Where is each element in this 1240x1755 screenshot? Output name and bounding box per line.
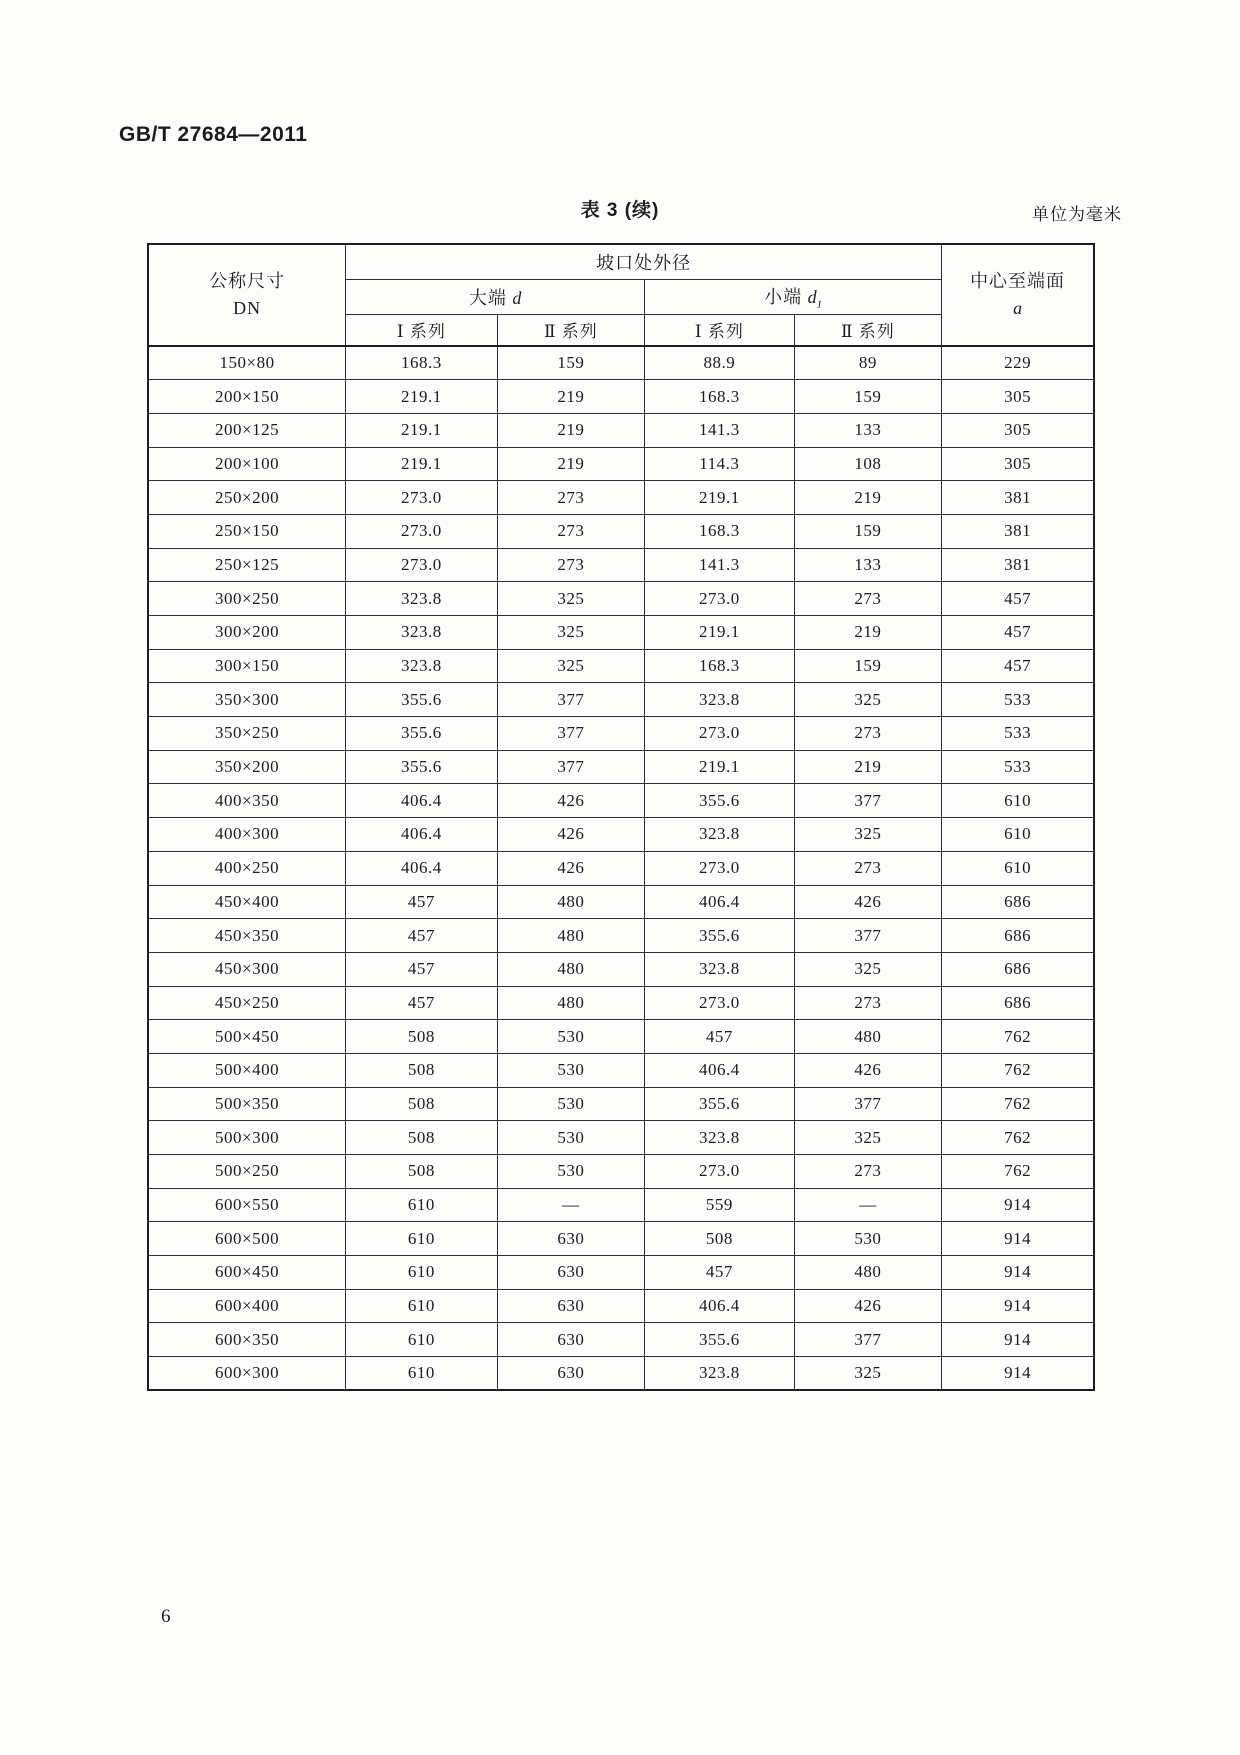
value-cell: 325: [794, 683, 942, 717]
value-cell: 273: [794, 717, 942, 751]
value-cell: 355.6: [346, 683, 497, 717]
value-cell: 323.8: [645, 1357, 794, 1391]
value-cell: 219.1: [645, 481, 794, 515]
dn-cell: 200×100: [148, 447, 346, 481]
value-cell: 168.3: [645, 649, 794, 683]
value-cell: 381: [942, 514, 1094, 548]
header-small-end: [645, 279, 942, 314]
table-row: [148, 683, 1094, 717]
value-cell: 108: [794, 447, 942, 481]
table-row: [148, 1087, 1094, 1121]
value-cell: 530: [497, 1121, 645, 1155]
value-cell: 630: [497, 1357, 645, 1391]
header-center-to-face-label: 中心至端面: [970, 271, 1066, 291]
value-cell: 686: [942, 952, 1094, 986]
value-cell: 686: [942, 986, 1094, 1020]
value-cell: 219.1: [645, 750, 794, 784]
table-row: [148, 514, 1094, 548]
table-row: [148, 885, 1094, 919]
value-cell: 273: [497, 548, 645, 582]
value-cell: 508: [346, 1155, 497, 1189]
dn-cell: 300×150: [148, 649, 346, 683]
value-cell: 323.8: [645, 952, 794, 986]
header-large-end-label: 大端: [468, 287, 507, 308]
value-cell: 914: [942, 1323, 1094, 1357]
value-cell: 168.3: [645, 514, 794, 548]
value-cell: 480: [794, 1256, 942, 1290]
value-cell: 219.1: [346, 447, 497, 481]
dn-cell: 600×450: [148, 1256, 346, 1290]
value-cell: 426: [497, 851, 645, 885]
value-cell: 141.3: [645, 548, 794, 582]
table-row: [148, 1289, 1094, 1323]
value-cell: 219: [497, 447, 645, 481]
value-cell: 610: [942, 784, 1094, 818]
table-row: [148, 1256, 1094, 1290]
table-row: [148, 952, 1094, 986]
value-cell: 219: [497, 413, 645, 447]
value-cell: 426: [794, 1289, 942, 1323]
value-cell: 559: [645, 1188, 794, 1222]
unit-note: 单位为毫米: [1032, 205, 1122, 224]
table-row: [148, 1053, 1094, 1087]
dn-cell: 400×250: [148, 851, 346, 885]
dn-cell: 600×550: [148, 1188, 346, 1222]
table-row: [148, 346, 1094, 380]
value-cell: 533: [942, 750, 1094, 784]
value-cell: 159: [794, 380, 942, 414]
value-cell: 273.0: [645, 986, 794, 1020]
value-cell: 914: [942, 1256, 1094, 1290]
value-cell: 377: [497, 683, 645, 717]
value-cell: 355.6: [346, 717, 497, 751]
table-row: [148, 1020, 1094, 1054]
table-row: [148, 582, 1094, 616]
header-large-end: [346, 279, 645, 314]
table-row: [148, 919, 1094, 953]
value-cell: 610: [346, 1289, 497, 1323]
value-cell: 273.0: [645, 582, 794, 616]
header-nominal-size-sub: DN: [233, 298, 262, 318]
page-number: 6: [161, 1606, 171, 1627]
header-series-ii-small: Ⅱ 系列: [794, 314, 942, 346]
value-cell: 219.1: [346, 413, 497, 447]
value-cell: 355.6: [645, 1323, 794, 1357]
header-nominal-size: [148, 244, 346, 346]
table-row: [148, 481, 1094, 515]
value-cell: 273.0: [645, 1155, 794, 1189]
header-series-ii-large: Ⅱ 系列: [497, 314, 645, 346]
value-cell: 159: [794, 514, 942, 548]
table-title: 表 3 (续): [580, 200, 660, 221]
dn-cell: 350×250: [148, 717, 346, 751]
table-row: [148, 717, 1094, 751]
value-cell: 133: [794, 413, 942, 447]
dn-cell: 300×200: [148, 616, 346, 650]
value-cell: 377: [497, 750, 645, 784]
header-series-i-small: Ⅰ 系列: [645, 314, 794, 346]
value-cell: 610: [346, 1357, 497, 1391]
value-cell: 508: [346, 1053, 497, 1087]
value-cell: 508: [346, 1087, 497, 1121]
value-cell: 273: [794, 582, 942, 616]
value-cell: 355.6: [645, 784, 794, 818]
header-large-end-var: d: [512, 287, 522, 308]
value-cell: 273.0: [346, 548, 497, 582]
value-cell: 323.8: [346, 649, 497, 683]
value-cell: 89: [794, 346, 942, 380]
value-cell: 273.0: [346, 481, 497, 515]
header-small-end-subscript: 1: [816, 298, 823, 311]
value-cell: 630: [497, 1289, 645, 1323]
dn-cell: 450×350: [148, 919, 346, 953]
value-cell: 381: [942, 548, 1094, 582]
value-cell: 508: [645, 1222, 794, 1256]
value-cell: 219: [794, 616, 942, 650]
value-cell: 426: [794, 1053, 942, 1087]
value-cell: 305: [942, 380, 1094, 414]
dn-cell: 300×250: [148, 582, 346, 616]
value-cell: 426: [497, 784, 645, 818]
value-cell: 325: [794, 952, 942, 986]
value-cell: 480: [794, 1020, 942, 1054]
value-cell: 480: [497, 919, 645, 953]
table-row: [148, 616, 1094, 650]
header-series-i-large: Ⅰ 系列: [346, 314, 497, 346]
dn-cell: 150×80: [148, 346, 346, 380]
value-cell: 168.3: [645, 380, 794, 414]
dn-cell: 450×250: [148, 986, 346, 1020]
dn-cell: 500×450: [148, 1020, 346, 1054]
value-cell: 377: [794, 1323, 942, 1357]
value-cell: 457: [346, 986, 497, 1020]
value-cell: 323.8: [645, 683, 794, 717]
value-cell: 426: [794, 885, 942, 919]
table-row: [148, 548, 1094, 582]
value-cell: 159: [497, 346, 645, 380]
value-cell: 480: [497, 986, 645, 1020]
value-cell: 323.8: [346, 582, 497, 616]
value-cell: 406.4: [346, 818, 497, 852]
value-cell: 762: [942, 1087, 1094, 1121]
header-bevel-od: 坡口处外径: [346, 244, 942, 279]
value-cell: 273: [497, 514, 645, 548]
dimension-table: [147, 243, 1095, 1391]
header-center-to-face: [942, 244, 1094, 346]
value-cell: 273: [497, 481, 645, 515]
value-cell: 533: [942, 683, 1094, 717]
value-cell: 457: [346, 952, 497, 986]
value-cell: 219.1: [645, 616, 794, 650]
value-cell: 406.4: [645, 1053, 794, 1087]
value-cell: 914: [942, 1357, 1094, 1391]
header-nominal-size-label: 公称尺寸: [209, 271, 286, 291]
value-cell: 273.0: [645, 717, 794, 751]
value-cell: 530: [497, 1087, 645, 1121]
dn-cell: 450×300: [148, 952, 346, 986]
dn-cell: 250×125: [148, 548, 346, 582]
value-cell: 406.4: [645, 1289, 794, 1323]
table-row: [148, 750, 1094, 784]
header-small-end-var: d: [807, 286, 817, 307]
value-cell: 457: [346, 885, 497, 919]
value-cell: 168.3: [346, 346, 497, 380]
dn-cell: 250×200: [148, 481, 346, 515]
table-row: [148, 1323, 1094, 1357]
value-cell: 610: [346, 1188, 497, 1222]
dn-cell: 200×125: [148, 413, 346, 447]
value-cell: 325: [497, 616, 645, 650]
value-cell: 219: [794, 750, 942, 784]
value-cell: 914: [942, 1222, 1094, 1256]
table-row: [148, 1222, 1094, 1256]
value-cell: 381: [942, 481, 1094, 515]
value-cell: 630: [497, 1323, 645, 1357]
value-cell: 508: [346, 1121, 497, 1155]
table-row: [148, 1357, 1094, 1391]
value-cell: 610: [346, 1222, 497, 1256]
table-row: [148, 986, 1094, 1020]
dn-cell: 500×400: [148, 1053, 346, 1087]
value-cell: 530: [794, 1222, 942, 1256]
value-cell: 457: [942, 649, 1094, 683]
table-row: [148, 447, 1094, 481]
value-cell: 219: [794, 481, 942, 515]
dn-cell: 500×350: [148, 1087, 346, 1121]
dn-cell: 500×250: [148, 1155, 346, 1189]
value-cell: 305: [942, 413, 1094, 447]
value-cell: 377: [794, 919, 942, 953]
value-cell: 325: [794, 1121, 942, 1155]
value-cell: 273: [794, 1155, 942, 1189]
value-cell: 273.0: [346, 514, 497, 548]
value-cell: 457: [942, 616, 1094, 650]
table-row: [148, 649, 1094, 683]
value-cell: 480: [497, 952, 645, 986]
value-cell: 159: [794, 649, 942, 683]
value-cell: 355.6: [645, 1087, 794, 1121]
value-cell: 377: [794, 784, 942, 818]
value-cell: 133: [794, 548, 942, 582]
value-cell: 762: [942, 1053, 1094, 1087]
table-row: [148, 1188, 1094, 1222]
value-cell: 305: [942, 447, 1094, 481]
value-cell: —: [794, 1188, 942, 1222]
value-cell: 426: [497, 818, 645, 852]
value-cell: 323.8: [645, 818, 794, 852]
dn-cell: 600×400: [148, 1289, 346, 1323]
value-cell: 530: [497, 1020, 645, 1054]
value-cell: 88.9: [645, 346, 794, 380]
value-cell: 762: [942, 1121, 1094, 1155]
value-cell: 610: [346, 1256, 497, 1290]
dn-cell: 400×350: [148, 784, 346, 818]
value-cell: 323.8: [346, 616, 497, 650]
value-cell: 355.6: [346, 750, 497, 784]
table-row: [148, 380, 1094, 414]
value-cell: 610: [942, 818, 1094, 852]
table-header: [148, 244, 1094, 346]
value-cell: 457: [942, 582, 1094, 616]
dn-cell: 500×300: [148, 1121, 346, 1155]
value-cell: 323.8: [645, 1121, 794, 1155]
value-cell: 273: [794, 851, 942, 885]
value-cell: 141.3: [645, 413, 794, 447]
table-row: [148, 1155, 1094, 1189]
value-cell: 377: [794, 1087, 942, 1121]
value-cell: 457: [645, 1256, 794, 1290]
value-cell: 533: [942, 717, 1094, 751]
value-cell: 630: [497, 1256, 645, 1290]
dn-cell: 450×400: [148, 885, 346, 919]
value-cell: 610: [346, 1323, 497, 1357]
dn-cell: 250×150: [148, 514, 346, 548]
table-row: [148, 851, 1094, 885]
document-code: GB/T 27684—2011: [119, 123, 308, 146]
value-cell: 762: [942, 1155, 1094, 1189]
value-cell: 630: [497, 1222, 645, 1256]
value-cell: 762: [942, 1020, 1094, 1054]
dn-cell: 200×150: [148, 380, 346, 414]
value-cell: 219: [497, 380, 645, 414]
value-cell: 686: [942, 919, 1094, 953]
value-cell: 325: [497, 582, 645, 616]
dn-cell: 600×350: [148, 1323, 346, 1357]
table-row: [148, 818, 1094, 852]
value-cell: 480: [497, 885, 645, 919]
value-cell: 325: [497, 649, 645, 683]
value-cell: 686: [942, 885, 1094, 919]
table-row: [148, 784, 1094, 818]
header-small-end-label: 小端: [764, 286, 803, 307]
value-cell: 530: [497, 1053, 645, 1087]
value-cell: 530: [497, 1155, 645, 1189]
value-cell: 406.4: [645, 885, 794, 919]
dn-cell: 600×300: [148, 1357, 346, 1391]
dn-cell: 350×300: [148, 683, 346, 717]
value-cell: 610: [942, 851, 1094, 885]
value-cell: 114.3: [645, 447, 794, 481]
value-cell: 273: [794, 986, 942, 1020]
table-row: [148, 1121, 1094, 1155]
value-cell: 508: [346, 1020, 497, 1054]
value-cell: —: [497, 1188, 645, 1222]
value-cell: 406.4: [346, 784, 497, 818]
dn-cell: 350×200: [148, 750, 346, 784]
value-cell: 229: [942, 346, 1094, 380]
header-center-to-face-var: a: [1013, 298, 1023, 318]
value-cell: 914: [942, 1188, 1094, 1222]
dn-cell: 400×300: [148, 818, 346, 852]
table-body: [148, 346, 1094, 1390]
value-cell: 355.6: [645, 919, 794, 953]
value-cell: 914: [942, 1289, 1094, 1323]
value-cell: 325: [794, 1357, 942, 1391]
value-cell: 457: [346, 919, 497, 953]
value-cell: 325: [794, 818, 942, 852]
dn-cell: 600×500: [148, 1222, 346, 1256]
value-cell: 377: [497, 717, 645, 751]
value-cell: 273.0: [645, 851, 794, 885]
value-cell: 406.4: [346, 851, 497, 885]
value-cell: 219.1: [346, 380, 497, 414]
value-cell: 457: [645, 1020, 794, 1054]
table-row: [148, 413, 1094, 447]
